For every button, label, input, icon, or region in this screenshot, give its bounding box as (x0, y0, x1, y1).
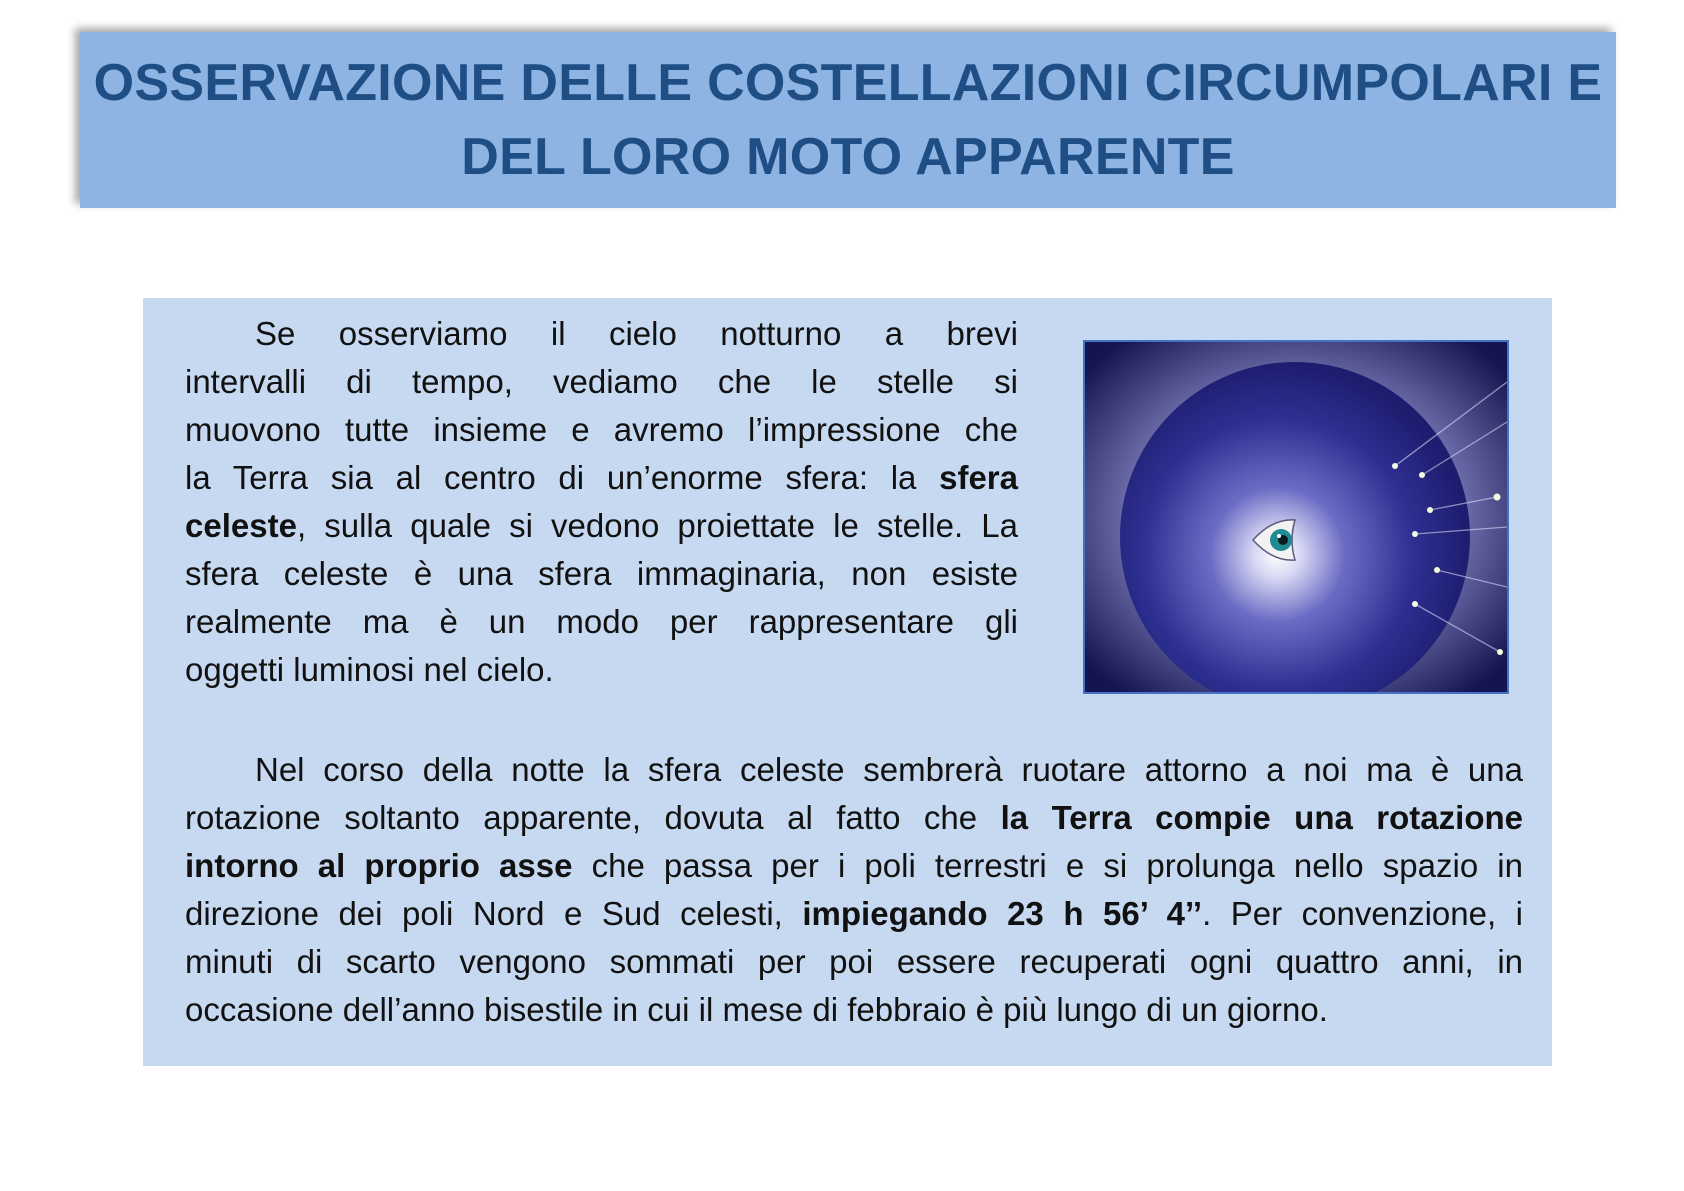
bold-term: sfera (939, 459, 1018, 496)
text-line: direzione dei poli Nord e Sud celesti, (185, 895, 803, 932)
text-line: sfera celeste è una sfera immaginaria, non esiste (185, 555, 1018, 592)
text-line: Nel corso della notte la sfera celeste sembrerà ruotare attorno a noi ma è una (255, 751, 1523, 788)
celestial-sphere-illustration (1083, 340, 1509, 694)
bold-term: impiegando 23 h 56’ 4’’ (802, 895, 1203, 932)
paragraph-celestial-sphere (185, 310, 1018, 694)
text-line: la Terra sia al centro di un’enorme sfera: la (185, 459, 940, 496)
paragraph-apparent-rotation (185, 746, 1523, 1034)
text-line: , sulla quale si vedono proiettate le stelle. La (296, 507, 1018, 544)
text-line: occasione dell’anno bisestile in cui il mese di febbraio è più lungo di un giorno. (185, 991, 1328, 1028)
slide-title-line-1: OSSERVAZIONE DELLE COSTELLAZIONI CIRCUMPOLARI E (93, 54, 1603, 112)
slide-title-banner (80, 32, 1616, 208)
text-line: rotazione soltanto apparente, dovuta al fatto che (185, 799, 1001, 836)
text-line: che passa per i poli terrestri e si prolunga nello spazio in (572, 847, 1523, 884)
celestial-sphere-drawing (1085, 342, 1507, 692)
bold-term: intorno al proprio asse (185, 847, 573, 884)
text-line: oggetti luminosi nel cielo. (185, 651, 554, 688)
content-panel (143, 298, 1552, 1066)
text-line: Se osserviamo il cielo notturno a brevi (255, 315, 1018, 352)
text-line: . Per convenzione, i (1202, 895, 1524, 932)
slide-title-line-2: DEL LORO MOTO APPARENTE (461, 128, 1235, 186)
text-line: realmente ma è un modo per rappresentare gli (185, 603, 1018, 640)
text-line: minuti di scarto vengono sommati per poi essere recuperati ogni quattro anni, in (185, 943, 1523, 980)
text-line: muovono tutte insieme e avremo l’impressione che (185, 411, 1018, 448)
bold-term: celeste (185, 507, 297, 544)
text-line: intervalli di tempo, vediamo che le stelle si (185, 363, 1018, 400)
bold-term: la Terra compie una rotazione (1000, 799, 1523, 836)
